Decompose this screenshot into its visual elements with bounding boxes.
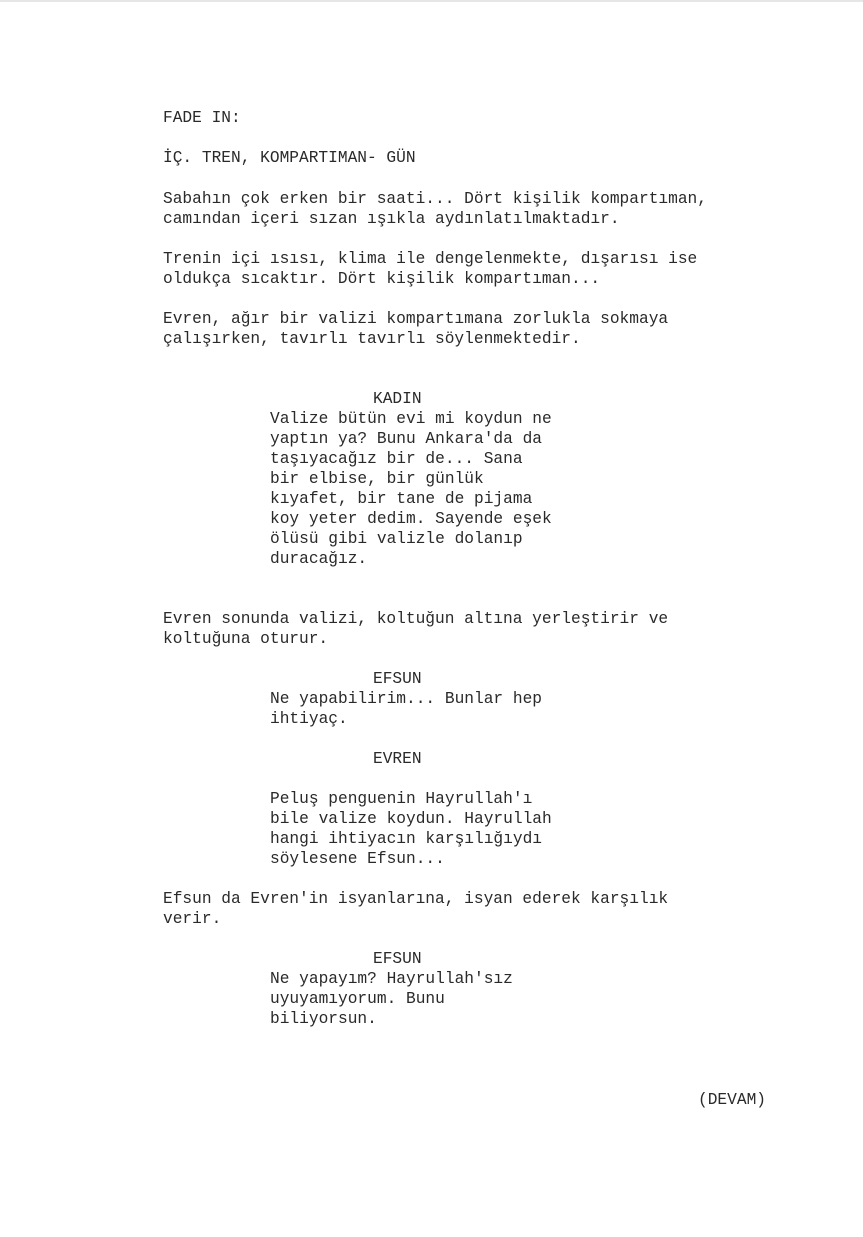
action-line-3: Evren, ağır bir valizi kompartımana zorlukla sokmaya çalışırken, tavırlı tavırlı söylenmektedir. — [163, 310, 669, 348]
dialogue-efsun-2: Ne yapayım? Hayrullah'sız uyuyamıyorum. Bunu biliyorsun. — [270, 970, 513, 1028]
character-name-evren: EVREN — [373, 750, 422, 768]
action-line-5: Efsun da Evren'in isyanlarına, isyan ederek karşılık verir. — [163, 890, 669, 928]
dialogue-efsun-1: Ne yapabilirim... Bunlar hep ihtiyaç. — [270, 690, 542, 728]
transition-fade-in: FADE IN: — [163, 109, 241, 127]
dialogue-kadin: Valize bütün evi mi koydun ne yaptın ya? Bunu Ankara'da da taşıyacağız bir de... Sana bir elbise, bir günlük kıyafet, bir tane de pijama koy yeter dedim. Sayende eşek ölüsü gibi valizle dolanıp duracağız. — [270, 410, 552, 568]
character-name-efsun-2: EFSUN — [373, 950, 422, 968]
dialogue-evren: Peluş penguenin Hayrullah'ı bile valize koydun. Hayrullah hangi ihtiyacın karşılığıydı söylesene Efsun... — [270, 790, 552, 868]
action-line-4: Evren sonunda valizi, koltuğun altına yerleştirir ve koltuğuna oturur. — [163, 610, 669, 648]
character-name-efsun-1: EFSUN — [373, 670, 422, 688]
scene-heading: İÇ. TREN, KOMPARTIMAN- GÜN — [163, 149, 416, 167]
character-name-kadin: KADIN — [373, 390, 422, 408]
action-line-2: Trenin içi ısısı, klima ile dengelenmekte, dışarısı ise oldukça sıcaktır. Dört kişilik kompartıman... — [163, 250, 698, 288]
action-line-1: Sabahın çok erken bir saati... Dört kişilik kompartıman, camından içeri sızan ışıkla aydınlatılmaktadır. — [163, 190, 707, 228]
transition-devam: (DEVAM) — [698, 1091, 766, 1109]
